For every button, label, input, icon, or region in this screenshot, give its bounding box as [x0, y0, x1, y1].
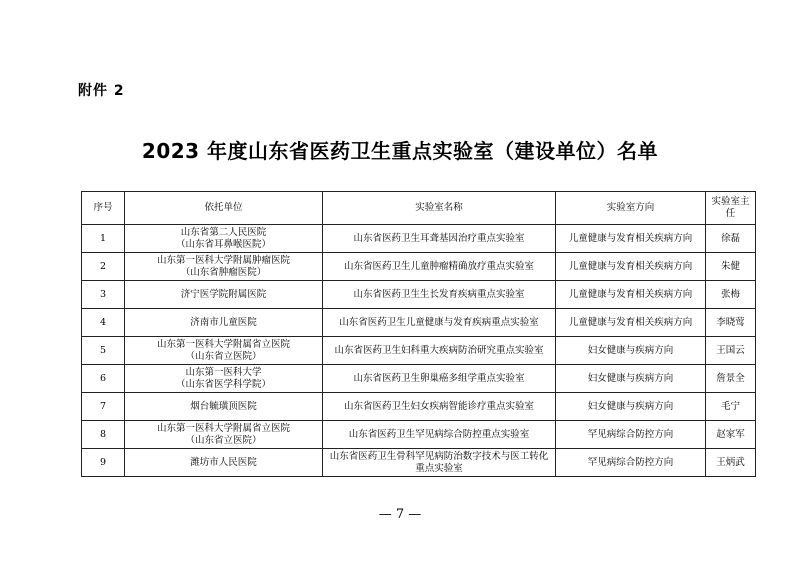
table-row — [82, 393, 756, 421]
table-header-row — [82, 192, 756, 225]
host-unit-line: 济南市儿童医院 — [190, 316, 257, 328]
cell-lab-direction: 妇女健康与疾病方向 — [556, 337, 706, 365]
cell-lab-director: 毛宁 — [706, 393, 756, 421]
cell-lab-name — [323, 225, 556, 253]
cell-lab-direction: 儿童健康与发育相关疾病方向 — [556, 309, 706, 337]
cell-serial: 1 — [82, 225, 125, 253]
cell-lab-name — [323, 365, 556, 393]
lab-name-line: 山东省医药卫生罕见病综合防控重点实验室 — [348, 428, 530, 440]
header-serial: 序号 — [82, 192, 125, 225]
host-unit-line: （山东省立医院） — [185, 350, 262, 362]
host-unit-line: 潍坊市人民医院 — [190, 456, 257, 468]
lab-name-line: 山东省医药卫生卵巢癌多组学重点实验室 — [353, 372, 525, 384]
host-unit-line: 山东第一医科大学附属省立医院 — [156, 338, 290, 350]
cell-serial: 6 — [82, 365, 125, 393]
lab-name-line: 重点实验室 — [415, 462, 463, 474]
lab-name-line: 山东省医药卫生妇科重大疾病防治研究重点实验室 — [334, 344, 544, 356]
cell-lab-direction: 罕见病综合防控方向 — [556, 449, 706, 477]
lab-name-line: 山东省医药卫生妇女疾病智能诊疗重点实验室 — [343, 400, 534, 412]
cell-host-unit — [125, 225, 323, 253]
cell-serial: 7 — [82, 393, 125, 421]
cell-host-unit — [125, 449, 323, 477]
cell-serial: 2 — [82, 253, 125, 281]
cell-serial: 4 — [82, 309, 125, 337]
cell-lab-name — [323, 337, 556, 365]
cell-lab-director: 赵家军 — [706, 421, 756, 449]
cell-lab-direction: 妇女健康与疾病方向 — [556, 365, 706, 393]
lab-list-table — [81, 191, 756, 477]
attachment-label: 附件 2 — [78, 83, 125, 99]
cell-lab-name — [323, 281, 556, 309]
cell-host-unit — [125, 281, 323, 309]
cell-lab-name — [323, 393, 556, 421]
lab-name-line: 山东省医药卫生骨科罕见病防治数字技术与医工转化 — [329, 450, 549, 462]
host-unit-line: （山东省肿瘤医院） — [180, 266, 267, 278]
cell-serial: 8 — [82, 421, 125, 449]
cell-lab-director: 徐磊 — [706, 225, 756, 253]
table-row — [82, 421, 756, 449]
cell-lab-direction: 儿童健康与发育相关疾病方向 — [556, 253, 706, 281]
cell-host-unit — [125, 421, 323, 449]
lab-name-line: 山东省医药卫生儿童肿瘤精确放疗重点实验室 — [343, 260, 534, 272]
cell-lab-director: 张梅 — [706, 281, 756, 309]
lab-name-line: 山东省医药卫生耳聋基因治疗重点实验室 — [353, 232, 525, 244]
cell-lab-director: 朱健 — [706, 253, 756, 281]
header-host-unit: 依托单位 — [125, 192, 323, 225]
table-row — [82, 337, 756, 365]
host-unit-line: 山东省第二人民医院 — [180, 226, 267, 238]
cell-host-unit — [125, 309, 323, 337]
table-row — [82, 225, 756, 253]
cell-lab-name — [323, 449, 556, 477]
cell-host-unit — [125, 253, 323, 281]
document-title: 2023 年度山东省医药卫生重点实验室（建设单位）名单 — [141, 139, 659, 163]
host-unit-line: 山东第一医科大学 — [185, 366, 262, 378]
cell-lab-director: 王国云 — [706, 337, 756, 365]
table-row — [82, 309, 756, 337]
host-unit-line: （山东省医学科学院） — [175, 378, 271, 390]
cell-lab-direction: 妇女健康与疾病方向 — [556, 393, 706, 421]
cell-lab-director: 李晓莺 — [706, 309, 756, 337]
lab-name-line: 山东省医药卫生儿童健康与发育疾病重点实验室 — [339, 316, 539, 328]
host-unit-line: 烟台毓璜顶医院 — [190, 400, 257, 412]
cell-lab-direction: 罕见病综合防控方向 — [556, 421, 706, 449]
table-row — [82, 449, 756, 477]
cell-serial: 3 — [82, 281, 125, 309]
cell-host-unit — [125, 337, 323, 365]
page-number: — 7 — — [378, 507, 422, 522]
cell-lab-name — [323, 253, 556, 281]
table-row — [82, 253, 756, 281]
cell-lab-director: 王炳武 — [706, 449, 756, 477]
cell-host-unit — [125, 393, 323, 421]
table-row — [82, 365, 756, 393]
header-lab-direction: 实验室方向 — [556, 192, 706, 225]
cell-host-unit — [125, 365, 323, 393]
host-unit-line: 山东第一医科大学附属肿瘤医院 — [156, 254, 290, 266]
host-unit-line: 山东第一医科大学附属省立医院 — [156, 422, 290, 434]
host-unit-line: 济宁医学院附属医院 — [180, 288, 267, 300]
host-unit-line: （山东省立医院） — [185, 434, 262, 446]
header-lab-director: 实验室主任 — [706, 192, 756, 225]
cell-lab-direction: 儿童健康与发育相关疾病方向 — [556, 281, 706, 309]
cell-lab-director: 詹景全 — [706, 365, 756, 393]
lab-name-line: 山东省医药卫生生长发育疾病重点实验室 — [353, 288, 525, 300]
cell-serial: 9 — [82, 449, 125, 477]
cell-serial: 5 — [82, 337, 125, 365]
table-row — [82, 281, 756, 309]
cell-lab-name — [323, 309, 556, 337]
cell-lab-direction: 儿童健康与发育相关疾病方向 — [556, 225, 706, 253]
cell-lab-name — [323, 421, 556, 449]
header-lab-name: 实验室名称 — [323, 192, 556, 225]
host-unit-line: （山东省耳鼻喉医院） — [175, 238, 271, 250]
